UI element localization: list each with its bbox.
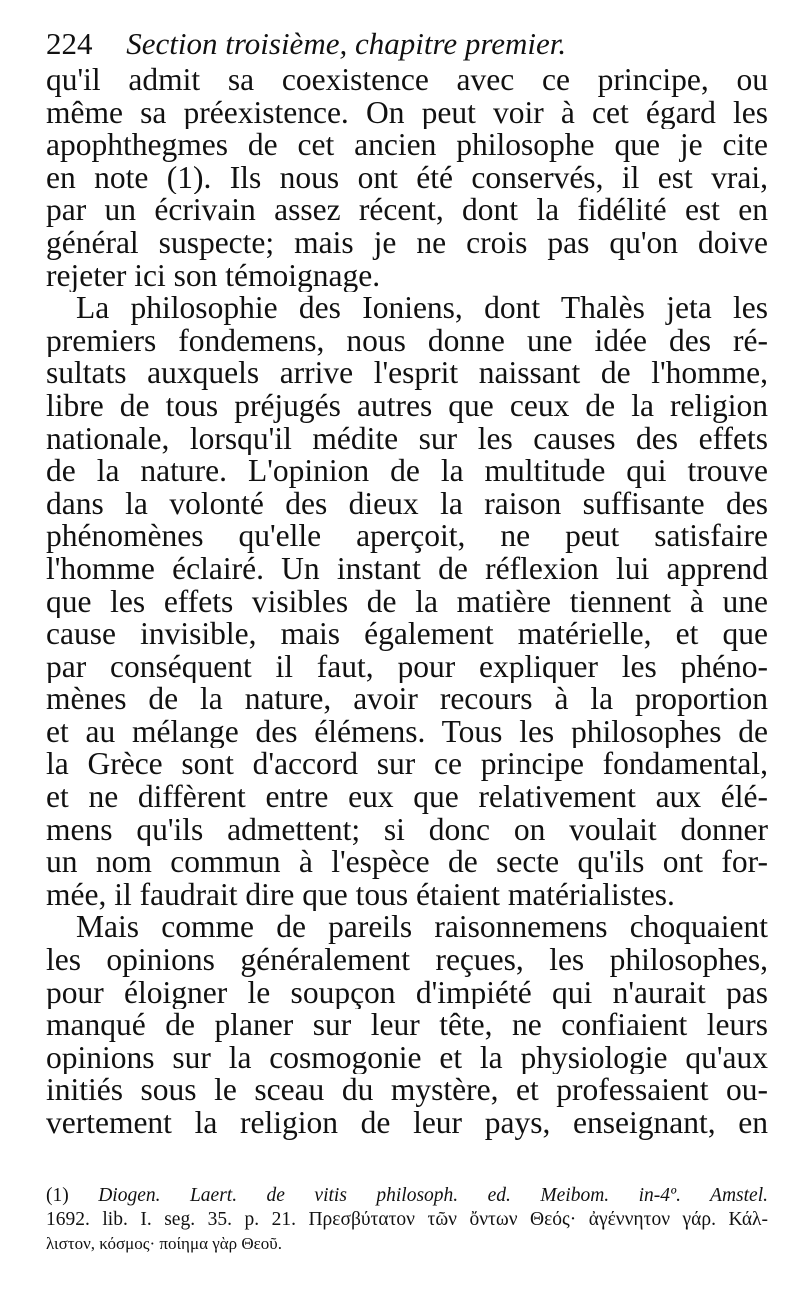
text-line: vertement la religion de leur pays, enseignant, en <box>46 1107 768 1140</box>
text-line: de la nature. L'opinion de la multitude qui trouve <box>46 455 768 488</box>
body-text <box>46 64 768 1140</box>
text-line: sultats auxquels arrive l'esprit naissant de l'homme, <box>46 357 768 390</box>
text-line: que les effets visibles de la matière tiennent à une <box>46 585 768 619</box>
text-line: et ne diffèrent entre eux que relativement aux élé- <box>46 781 768 814</box>
text-line: manqué de planer sur leur tête, ne confiaient leurs <box>46 1009 768 1042</box>
text-line: même sa préexistence. On peut voir à cet égard les <box>46 96 768 130</box>
footnote <box>46 1184 768 1256</box>
footnote-line <box>46 1184 768 1208</box>
text-line: mènes de la nature, avoir recours à la proportion <box>46 683 768 716</box>
footnote-line: λιστον, κόσμος· ποίημα γὰρ Θεοῦ. <box>46 1234 282 1253</box>
text-line: dans la volonté des dieux la raison suffisante des <box>46 487 768 521</box>
text-line: phénomènes qu'elle aperçoit, ne peut satisfaire <box>46 520 768 553</box>
text-line: nationale, lorsqu'il médite sur les causes des effets <box>46 422 768 456</box>
text-line: pour éloigner le soupçon d'impiété qui n'aurait pas <box>46 976 768 1010</box>
text-line: cause invisible, mais également matérielle, et que <box>46 618 768 651</box>
text-line: par conséquent il faut, pour expliquer les phéno- <box>46 650 768 684</box>
text-line: La philosophie des Ioniens, dont Thalès jeta les <box>76 292 768 325</box>
text-line: les opinions généralement reçues, les philosophes, <box>46 944 768 977</box>
text-line: par un écrivain assez récent, dont la fidélité est en <box>46 194 768 227</box>
text-line: opinions sur la cosmogonie et la physiologie qu'aux <box>46 1041 768 1075</box>
text-line: l'homme éclairé. Un instant de réflexion lui apprend <box>46 552 768 586</box>
text-line: mens qu'ils admettent; si donc on voulait donner <box>46 813 768 847</box>
text-line: qu'il admit sa coexistence avec ce principe, ou <box>46 64 768 97</box>
text-line: en note (1). Ils nous ont été conservés, il est vrai, <box>46 161 768 195</box>
page-number: 224 <box>46 26 93 61</box>
text-line: apophthegmes de cet ancien philosophe que je cite <box>46 129 768 162</box>
text-line: général suspecte; mais je ne crois pas qu'on doive <box>46 226 768 260</box>
text-line: rejeter ici son témoignage. <box>46 259 381 293</box>
text-line: la Grèce sont d'accord sur ce principe fondamental, <box>46 748 768 782</box>
text-line: libre de tous préjugés autres que ceux de la religion <box>46 389 768 423</box>
text-line: Mais comme de pareils raisonnemens choquaient <box>76 911 768 945</box>
text-line: mée, il faudrait dire que tous étaient matérialistes. <box>46 878 675 912</box>
text-line: initiés sous le sceau du mystère, et professaient ou- <box>46 1074 768 1107</box>
page-header <box>46 22 766 66</box>
text-line: un nom commun à l'espèce de secte qu'ils ont for- <box>46 846 768 879</box>
text-line: et au mélange des élémens. Tous les philosophes de <box>46 715 768 749</box>
footnote-citation: Diogen. Laert. de vitis philosoph. ed. Meibom. in-4º. Amstel. <box>98 1185 768 1206</box>
text-line: premiers fondemens, nous donne une idée des ré- <box>46 324 768 358</box>
footnote-marker: (1) <box>46 1185 69 1206</box>
footnote-line: 1692. lib. I. seg. 35. p. 21. Πρεσβύτατον τῶν ὄντων Θεός· ἀγέννητον γάρ. Κάλ- <box>46 1209 768 1230</box>
running-title: Section troisième, chapitre premier. <box>126 26 567 61</box>
